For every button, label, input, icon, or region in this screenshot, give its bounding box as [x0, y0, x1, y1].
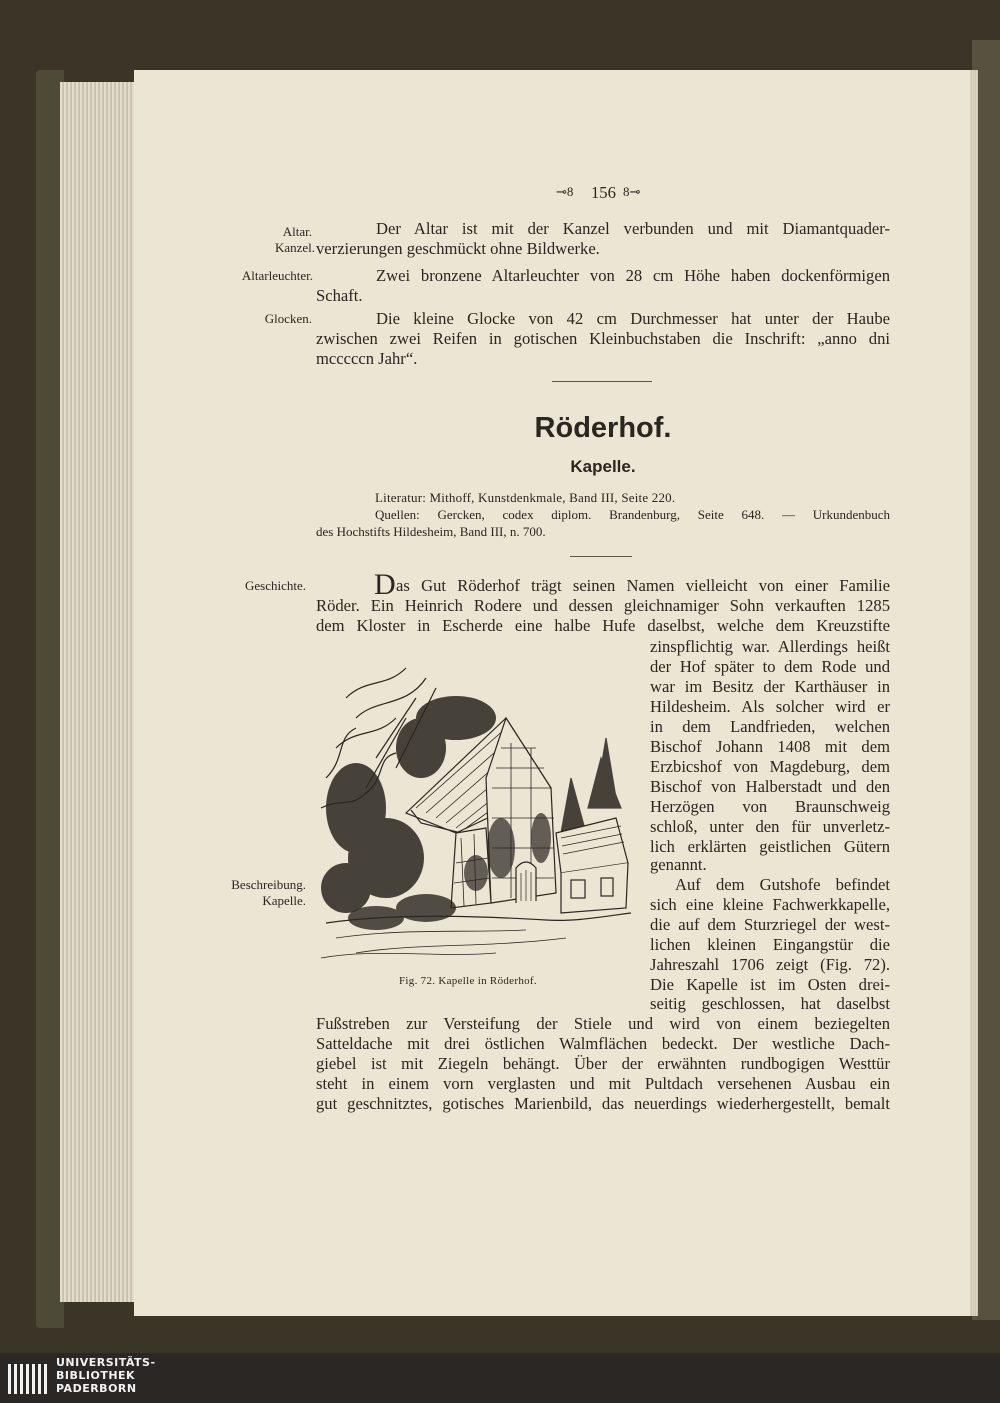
page-number: 156 [591, 183, 616, 202]
text-line: die auf dem Sturzriegel der west- [650, 915, 890, 934]
text-line: Fußstreben zur Versteifung der Stiele und wird von einem beziegelten [316, 1014, 890, 1033]
margin-note-kapelle: Kapelle. [262, 893, 306, 908]
page-edges-right [970, 70, 978, 1316]
reference-quellen-cont: des Hochstifts Hildesheim, Band III, n. 700. [316, 524, 546, 539]
section-title: Röderhof. [534, 412, 672, 444]
margin-note-kanzel: Kanzel. [274, 240, 315, 255]
text-line: Erzbicshof von Magdeburg, dem [650, 757, 890, 776]
text-line: Die kleine Glocke von 42 cm Durchmesser hat unter der Haube [376, 309, 890, 328]
text-line: verzierungen geschmückt ohne Bildwerke. [316, 239, 600, 258]
margin-note-altar: Altar. [282, 224, 312, 239]
text-line: war im Besitz der Karthäuser in [650, 677, 890, 696]
library-logo-icon [6, 1356, 50, 1400]
text-line: seitig geschlossen, hat daselbst [650, 994, 890, 1013]
margin-note-glocken: Glocken. [264, 311, 312, 326]
reference-quellen: Quellen: Gercken, codex diplom. Brandenburg, Seite 648. — Urkundenbuch [375, 507, 890, 522]
text-line: mcccccn Jahr“. [316, 349, 418, 368]
text-line: der Hof später to dem Rode und [650, 657, 890, 676]
text-line: zwischen zwei Reifen in gotischen Kleinbuchstaben die Inschrift: „anno dni [316, 329, 890, 348]
text-line: Jahreszahl 1706 zeigt (Fig. 72). [650, 955, 890, 974]
margin-note-beschreibung: Beschreibung. [231, 877, 306, 892]
text-line: schloß, unter den für unverletz- [650, 817, 890, 836]
footer-line-3: PADERBORN [56, 1382, 137, 1395]
figure-caption: Fig. 72. Kapelle in Röderhof. [399, 975, 537, 987]
reference-literatur: Literatur: Mithoff, Kunstdenkmale, Band III, Seite 220. [375, 490, 676, 505]
section-divider [570, 556, 632, 557]
text-line: giebel ist mit Ziegeln behängt. Über der erwähnten rundbogigen Westtür [316, 1054, 890, 1073]
text-line: Bischof Johann 1408 mit dem [650, 737, 890, 756]
text-line: Röder. Ein Heinrich Rodere und dessen gleichnamiger Sohn verkauften 1285 [316, 596, 890, 615]
section-divider [552, 381, 652, 382]
text-line: Schaft. [316, 286, 363, 305]
section-subtitle: Kapelle. [570, 457, 636, 476]
text-line: Herzögen von Braunschweig [650, 797, 890, 816]
text-line: steht in einem vorn verglasten und mit Pultdach versehenen Ausbau ein [316, 1074, 890, 1093]
text-line: sich eine kleine Fachwerkkapelle, [650, 895, 890, 914]
page-number-ornament-right: 8⊸ [623, 184, 641, 199]
text-line: dem Kloster in Escherde eine halbe Hufe daselbst, welche dem Kreuzstifte [316, 616, 890, 635]
text-line: Hildesheim. Als solcher wird er [650, 697, 890, 716]
text-line: in dem Landfrieden, welchen [650, 717, 890, 736]
text-line: Bischof von Halberstadt und den [650, 777, 890, 796]
text-line: Die Kapelle ist im Osten drei- [650, 975, 890, 994]
text-line: Zwei bronzene Altarleuchter von 28 cm Höhe haben dockenförmigen [376, 266, 890, 285]
text-line: Der Altar ist mit der Kanzel verbunden und mit Diamantquader- [376, 219, 890, 238]
text-line: as Gut Röderhof trägt seinen Namen vielleicht von einer Familie [396, 576, 890, 595]
text-line: genannt. [650, 855, 707, 874]
page-edges-left [60, 82, 142, 1302]
footer-line-2: BIBLIOTHEK [56, 1369, 136, 1382]
page-number-ornament-left: ⊸8 [556, 184, 574, 199]
figure-chapel-illustration [316, 658, 634, 970]
margin-note-geschichte: Geschichte. [244, 578, 306, 593]
text-line: Auf dem Gutshofe befindet [675, 875, 890, 894]
margin-note-altarleuchter: Altarleuchter. [241, 268, 313, 283]
drop-cap: D [374, 568, 396, 601]
text-line: lich erklärten geistlichen Gütern [650, 837, 890, 856]
text-line: zinspflichtig war. Allerdings heißt [650, 637, 890, 656]
text-line: gut geschnitztes, gotisches Marienbild, das neuerdings wiederhergestellt, bemalt [316, 1094, 890, 1113]
text-line: Satteldache mit drei östlichen Walmflächen bedeckt. Der westliche Dach- [316, 1034, 890, 1053]
footer-line-1: UNIVERSITÄTS- [56, 1356, 156, 1369]
text-line: lichen kleinen Eingangstür die [650, 935, 890, 954]
